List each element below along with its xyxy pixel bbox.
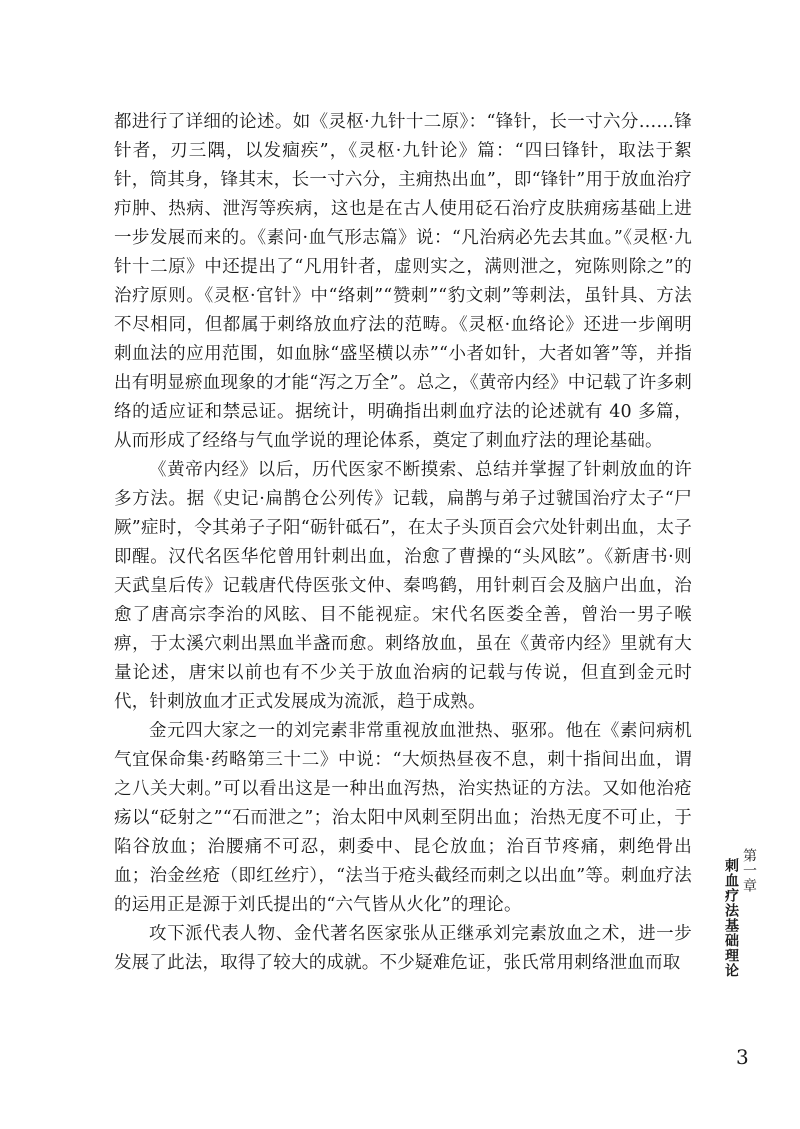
chapter-number: 第一章 <box>741 848 757 893</box>
page-number: 3 <box>736 1045 749 1069</box>
paragraph-3: 金元四大家之一的刘完素非常重视放血泄热、驱邪。他在《素问病机气宜保命集·药略第三十二》中说：“大烦热昼夜不息，刺十指间出血，谓之八关大刺。”可以看出这是一种出血泻热，治实热证的方法。又如他治疮疡以“砭射之”“石而泄之”；治太阳中风刺至阴出血；治热无度不可止，于陷谷放血；治腰痛不可忍，刺委中、昆仑放血；治百节疼痛，刺绝骨出血；治金丝疮（即红丝疔），“法当于疮头截经而刺之以出血”等。刺血疗法的运用正是源于刘氏提出的“六气皆从火化”的理论。 <box>114 721 692 915</box>
paragraph-2: 《黄帝内经》以后，历代医家不断摸索、总结并掌握了针刺放血的许多方法。据《史记·扁鹊仓公列传》记载，扁鹊与弟子过虢国治疗太子“尸厥”症时，令其弟子子阳“砺针砥石”，在太子头顶百会穴处针刺出血，太子即醒。汉代名医华佗曾用针刺出血，治愈了曹操的“头风眩”。《新唐书·则天武皇后传》记载唐代侍医张文仲、秦鸣鹤，用针刺百会及脑户出血，治愈了唐高宗李治的风眩、目不能视症。宋代名医娄全善，曾治一男子喉痹，于太溪穴刺出黑血半盏而愈。刺络放血，虽在《黄帝内经》里就有大量论述，唐宋以前也有不少关于放血治病的记载与传说，但直到金元时代，针刺放血才正式发展成为流派，趋于成熟。 <box>114 460 692 712</box>
chapter-side-mark <box>723 848 758 978</box>
paragraph-4: 攻下派代表人物、金代著名医家张从正继承刘完素放血之术，进一步发展了此法，取得了较大的成就。不少疑难危证，张氏常用刺络泄血而取 <box>114 924 692 973</box>
chapter-title: 刺血疗法基础理论 <box>723 858 739 978</box>
page-body <box>114 108 692 978</box>
paragraph-1: 都进行了详细的论述。如《灵枢·九针十二原》：“锋针，长一寸六分……锋针者，刃三隅，以发痼疾”，《灵枢·九针论》篇：“四曰锋针，取法于絮针，筒其身，锋其末，长一寸六分，主痈热出血”，即“锋针”用于放血治疗疖肿、热病、泄泻等疾病，这也是在古人使用砭石治疗皮肤痈疡基础上进一步发展而来的。《素问·血气形志篇》说：“凡治病必先去其血。”《灵枢·九针十二原》中还提出了“凡用针者，虚则实之，满则泄之，宛陈则除之”的治疗原则。《灵枢·官针》中“络刺”“赞刺”“豹文刺”等刺法，虽针具、方法不尽相同，但都属于刺络放血疗法的范畴。《灵枢·血络论》还进一步阐明刺血法的应用范围，如血脉“盛坚横以赤”“小者如针，大者如箸”等，并指出有明显瘀血现象的才能“泻之万全”。总之，《黄帝内经》中记载了许多刺络的适应证和禁忌证。据统计，明确指出刺血疗法的论述就有 40 多篇，从而形成了经络与气血学说的理论体系，奠定了刺血疗法的理论基础。 <box>114 112 692 451</box>
